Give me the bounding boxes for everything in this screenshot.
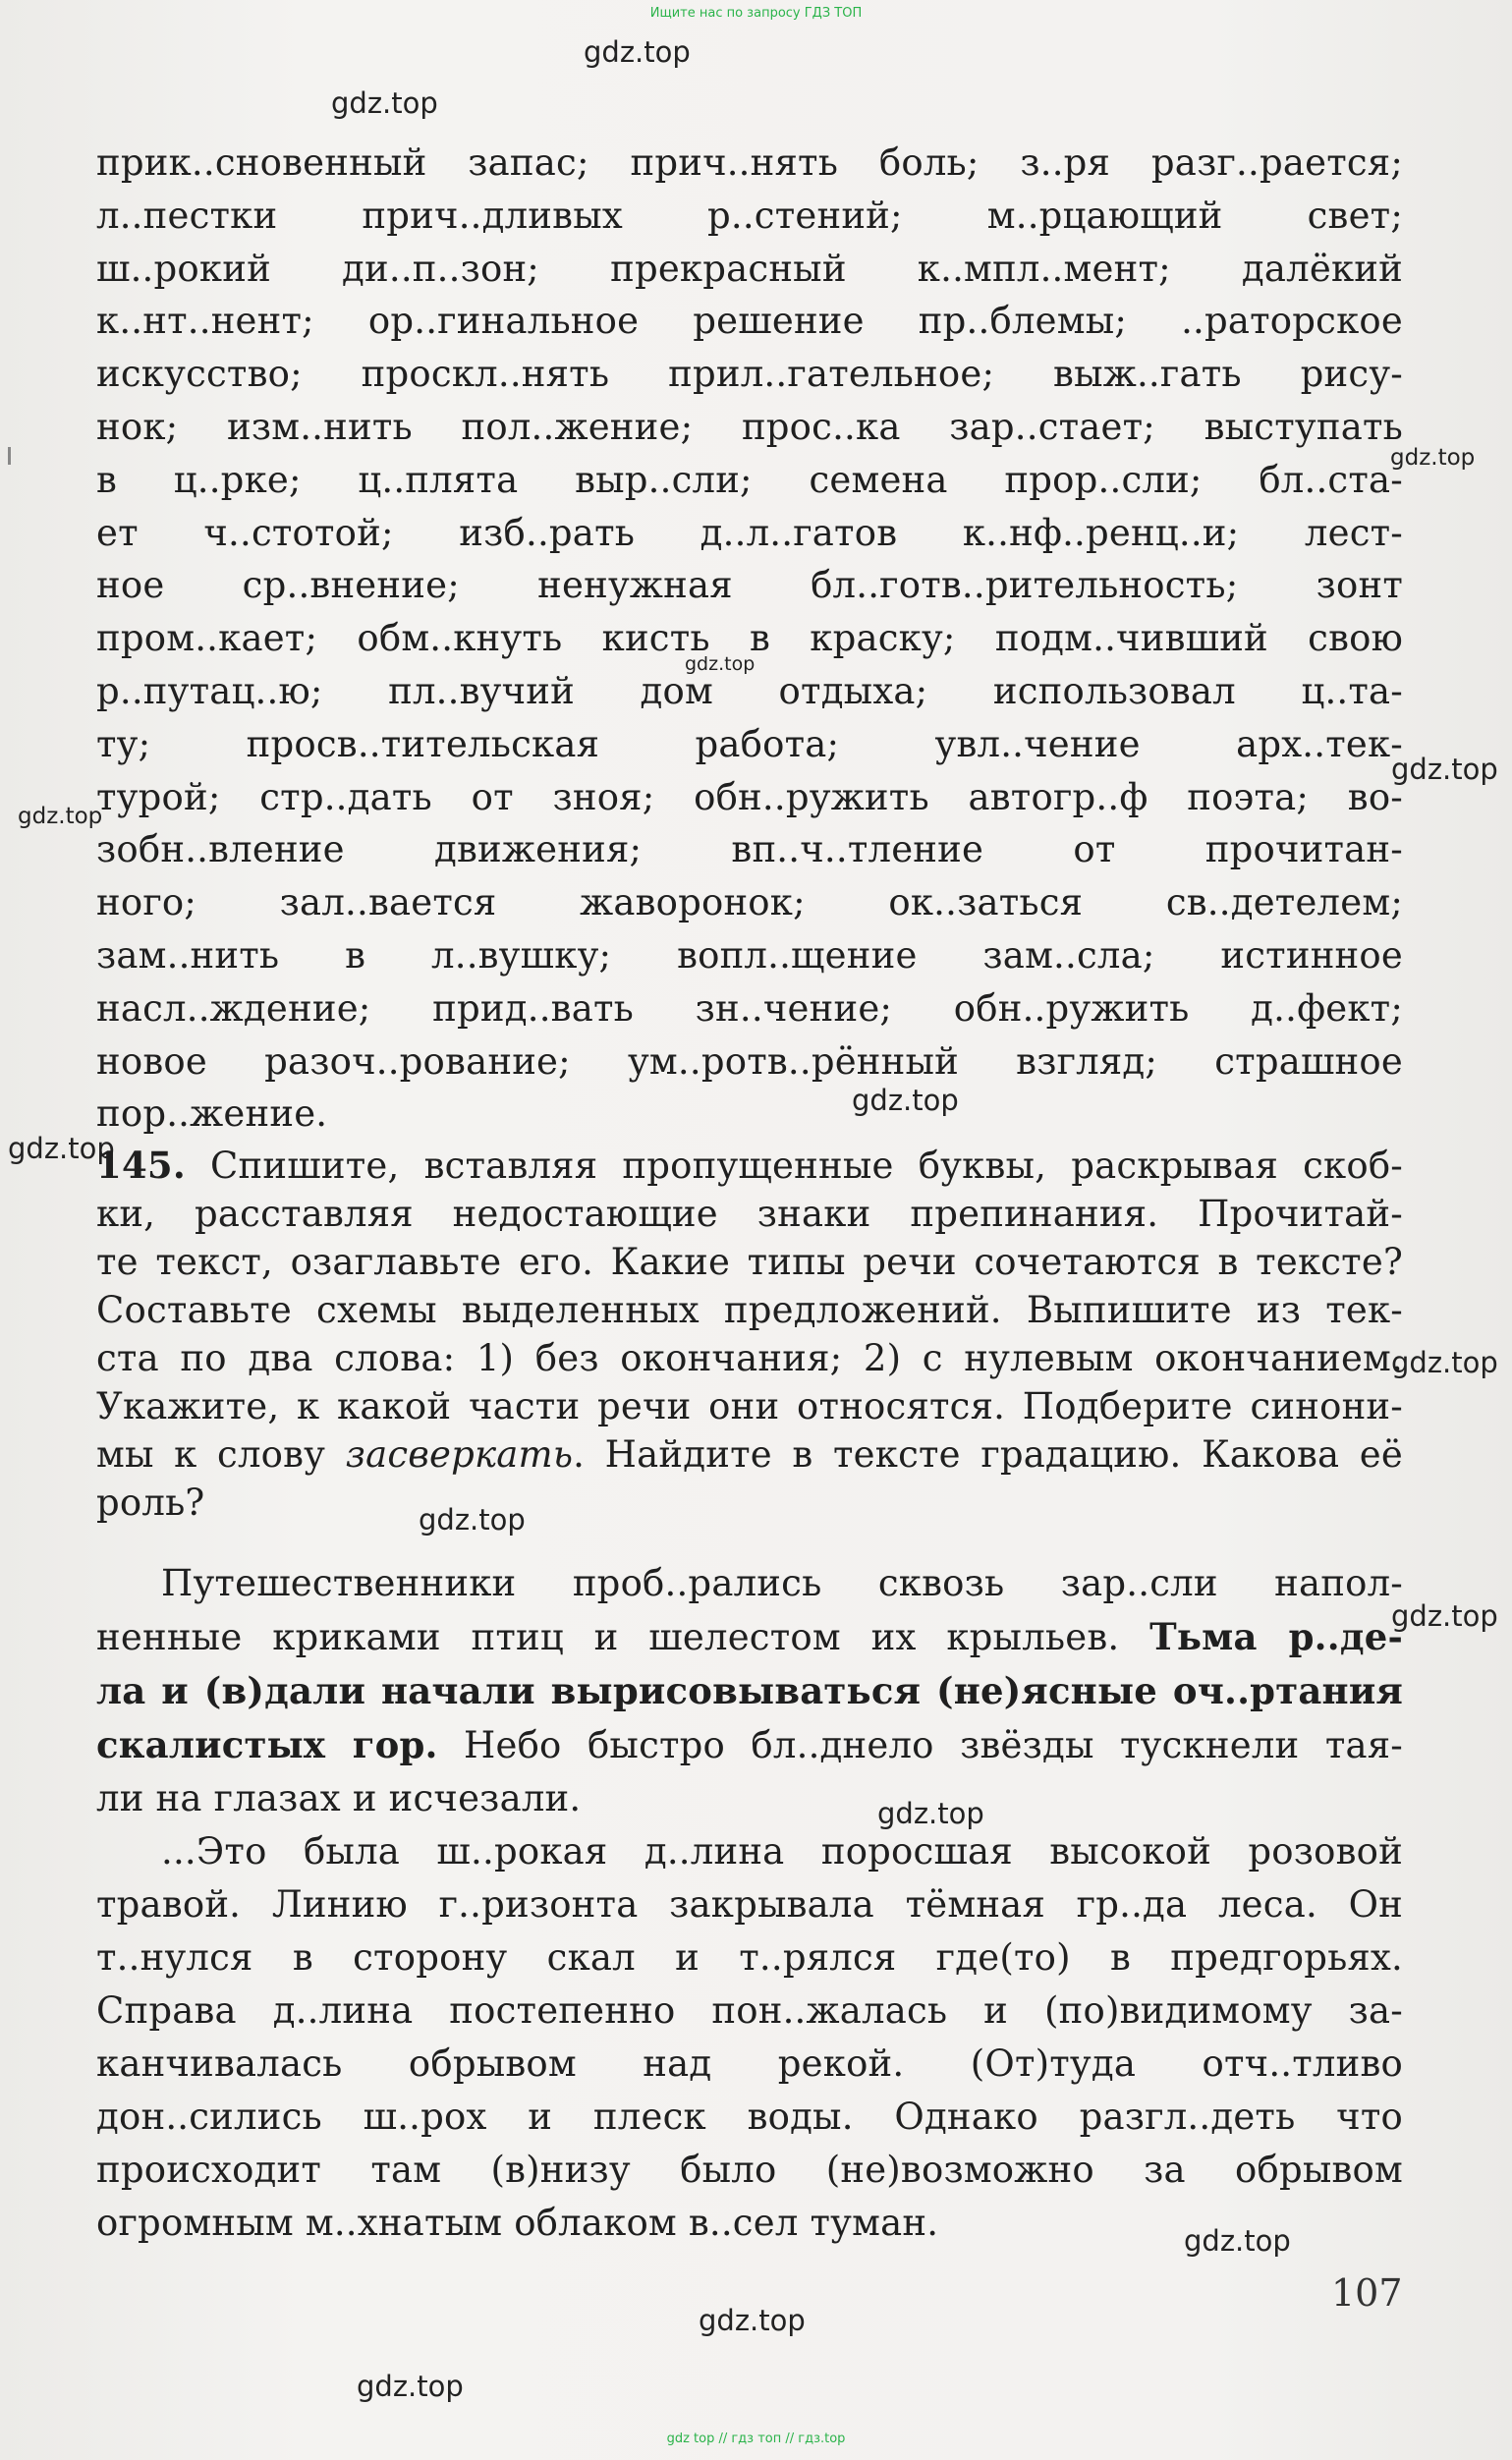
passage-text: ненные криками птиц и шелестом их крыльев.: [96, 1616, 1150, 1658]
passage-line: огромным м..хнатым облаком в..сел туман.: [96, 2202, 939, 2244]
watermark: gdz.top: [877, 1797, 984, 1830]
watermark: gdz.top: [331, 86, 438, 120]
vocab-line: прик..сновенный запас; прич..нять боль; з..ря разг..рается;: [96, 141, 1403, 184]
vocab-line: искусство; проскл..нять прил..гательное; выж..гать рису-: [96, 353, 1403, 396]
passage-line: ли на глазах и исчезали.: [96, 1777, 582, 1819]
vocab-line: ет ч..стотой; изб..рать д..л..гатов к..нф..ренц..и; лест-: [96, 511, 1403, 554]
vocabulary-exercise: [96, 137, 1403, 1141]
vocab-line: ное ср..внение; ненужная бл..готв..рительность; зонт: [96, 564, 1403, 607]
watermark: gdz.top: [419, 1503, 526, 1537]
vocab-line: турой; стр..дать от зноя; обн..ружить автогр..ф поэта; во-: [96, 775, 1403, 818]
watermark: gdz.top: [357, 2370, 464, 2403]
task-text: те текст, озаглавьте его. Какие типы речи сочетаются в тексте?: [96, 1241, 1403, 1283]
watermark: gdz.top: [1391, 1599, 1498, 1633]
page-number: 107: [1331, 2271, 1403, 2315]
passage-line: Путешественники проб..рались сквозь зар..сли напол-: [161, 1562, 1403, 1604]
watermark: gdz.top: [584, 35, 691, 69]
watermark: gdz.top: [8, 1132, 115, 1165]
watermark: gdz.top: [1390, 445, 1476, 471]
vocab-line: ш..рокий ди..п..зон; прекрасный к..мпл..мент; далёкий: [96, 247, 1403, 290]
vocab-line: пром..кает; обм..кнуть кисть в краску; подм..чивший свою: [96, 617, 1403, 660]
watermark: gdz.top: [1184, 2224, 1291, 2258]
highlighted-sentence: ла и (в)дали начали вырисовываться (не)ясные оч..ртания: [96, 1669, 1403, 1712]
watermark: gdz.top: [1391, 1346, 1498, 1379]
passage: [96, 1557, 1403, 2250]
watermark: gdz.top: [1391, 753, 1498, 786]
task-text: Составьте схемы выделенных предложений. Выпишите из тек-: [96, 1289, 1403, 1331]
passage-line: ...Это была ш..рокая д..лина поросшая высокой розовой: [161, 1830, 1403, 1873]
passage-line: канчивалась обрывом над рекой. (От)туда отч..тливо: [96, 2042, 1403, 2085]
passage-text: Небо быстро бл..днело звёзды тускнели тая-: [437, 1724, 1403, 1766]
task-text: ки, расставляя недостающие знаки препинания. Прочитай-: [96, 1193, 1403, 1235]
highlighted-sentence: скалистых гор.: [96, 1723, 438, 1766]
task-text: мы к слову: [96, 1433, 346, 1476]
vocab-line: ного; зал..вается жаворонок; ок..заться св..детелем;: [96, 881, 1403, 924]
vocab-line: зобн..вление движения; вп..ч..тление от прочитан-: [96, 828, 1403, 871]
footer-banner[interactable]: gdz top // гдз топ // гдз.top: [666, 2432, 846, 2446]
vocab-line: зам..нить в л..вушку; вопл..щение зам..сла; истинное: [96, 933, 1403, 977]
vocab-line: в ц..рке; ц..плята выр..сли; семена прор..сли; бл..ста-: [96, 458, 1403, 501]
task-keyword: засверкать: [345, 1433, 574, 1476]
header-banner[interactable]: Ищите нас по запросу ГДЗ ТОП: [649, 6, 863, 21]
passage-line: т..нулся в сторону скал и т..рялся где(то) в предгорьях.: [96, 1936, 1403, 1979]
watermark: gdz.top: [852, 1084, 959, 1117]
vocab-line: л..пестки прич..дливых р..стений; м..рцающий свет;: [96, 194, 1403, 237]
task-145: [96, 1142, 1403, 1527]
watermark: gdz.top: [18, 804, 103, 829]
watermark: gdz.top: [699, 2304, 806, 2337]
highlighted-sentence: Тьма р..де-: [1149, 1615, 1403, 1658]
vocab-line: новое разоч..рование; ум..ротв..рённый взгляд; страшное: [96, 1039, 1403, 1083]
task-number: 145.: [96, 1144, 186, 1187]
vocab-line: нок; изм..нить пол..жение; прос..ка зар..стает; выступать: [96, 405, 1403, 448]
task-text: Укажите, к какой части речи они относятся. Подберите синони-: [96, 1385, 1403, 1427]
task-text: роль?: [96, 1482, 205, 1524]
task-text: . Найдите в тексте градацию. Какова её: [573, 1433, 1403, 1476]
passage-line: Справа д..лина постепенно пон..жалась и (по)видимому за-: [96, 1989, 1403, 2032]
margin-mark: [8, 447, 11, 465]
vocab-line: к..нт..нент; ор..гинальное решение пр..блемы; ..раторское: [96, 300, 1403, 343]
task-text: ста по два слова: 1) без окончания; 2) с нулевым окончанием.: [96, 1337, 1403, 1379]
vocab-line: пор..жение.: [96, 1092, 328, 1136]
vocab-line: насл..ждение; прид..вать зн..чение; обн..ружить д..фект;: [96, 986, 1403, 1030]
task-text: Спишите, вставляя пропущенные буквы, раскрывая скоб-: [185, 1145, 1403, 1187]
vocab-line: р..путац..ю; пл..вучий дом отдыха; использовал ц..та-: [96, 669, 1403, 712]
vocab-line: ту; просв..тительская работа; увл..чение арх..тек-: [96, 722, 1403, 765]
watermark: gdz.top: [685, 653, 756, 675]
passage-line: дон..сились ш..рох и плеск воды. Однако разгл..деть что: [96, 2096, 1403, 2138]
passage-line: травой. Линию г..ризонта закрывала тёмная гр..да леса. Он: [96, 1883, 1403, 1926]
passage-line: происходит там (в)низу было (не)возможно за обрывом: [96, 2149, 1403, 2191]
